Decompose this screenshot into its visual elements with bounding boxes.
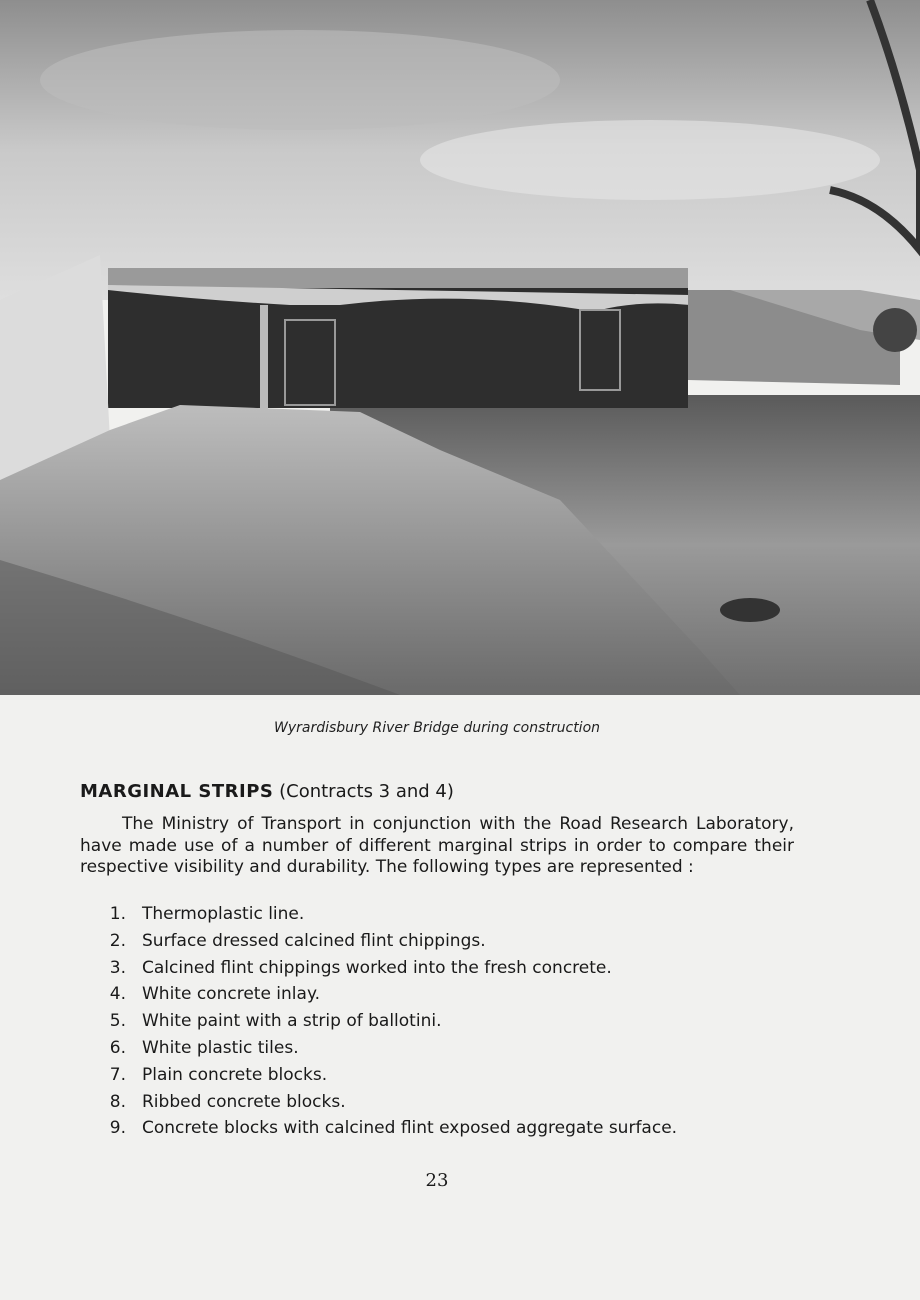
item-number: 8. <box>109 1091 126 1112</box>
item-text: Ribbed concrete blocks. <box>142 1091 346 1112</box>
item-number: 3. <box>109 957 126 978</box>
section-title: MARGINAL STRIPS <box>80 781 274 802</box>
list-item <box>80 1038 677 1065</box>
item-text: Concrete blocks with calcined flint exposed aggregate surface. <box>142 1118 678 1139</box>
strip-types-list <box>80 904 677 1145</box>
list-item <box>80 1065 677 1092</box>
item-number: 5. <box>109 1011 126 1032</box>
list-item <box>80 984 677 1011</box>
item-text: White concrete inlay. <box>142 984 320 1005</box>
intro-text: The Ministry of Transport in conjunction with the Road Research Laboratory, have made use of a number of different marginal strips in order to compare their respective visibility and durability. The following types are represented : <box>80 814 794 877</box>
section-subtitle: (Contracts 3 and 4) <box>279 781 454 802</box>
intro-paragraph <box>80 814 794 879</box>
item-number: 6. <box>109 1037 126 1058</box>
list-item <box>80 1092 677 1119</box>
item-text: Thermoplastic line. <box>142 904 305 924</box>
section-heading <box>80 781 454 802</box>
item-number: 4. <box>109 984 126 1005</box>
item-number: 9. <box>109 1118 126 1139</box>
list-item <box>80 958 677 985</box>
photo-caption: Wyrardisbury River Bridge during construction <box>273 720 601 736</box>
item-number: 2. <box>109 930 126 951</box>
page-number: 23 <box>425 1170 449 1191</box>
item-number: 7. <box>109 1064 126 1085</box>
item-text: White paint with a strip of ballotini. <box>142 1011 442 1032</box>
list-item <box>80 1011 677 1038</box>
item-text: White plastic tiles. <box>142 1037 299 1058</box>
item-text: Plain concrete blocks. <box>142 1064 328 1085</box>
list-item <box>80 931 677 958</box>
list-item <box>80 1118 677 1145</box>
item-text: Calcined flint chippings worked into the fresh concrete. <box>142 957 612 978</box>
item-number: 1. <box>109 904 126 924</box>
list-item <box>80 904 677 931</box>
item-text: Surface dressed calcined flint chippings. <box>142 930 486 951</box>
